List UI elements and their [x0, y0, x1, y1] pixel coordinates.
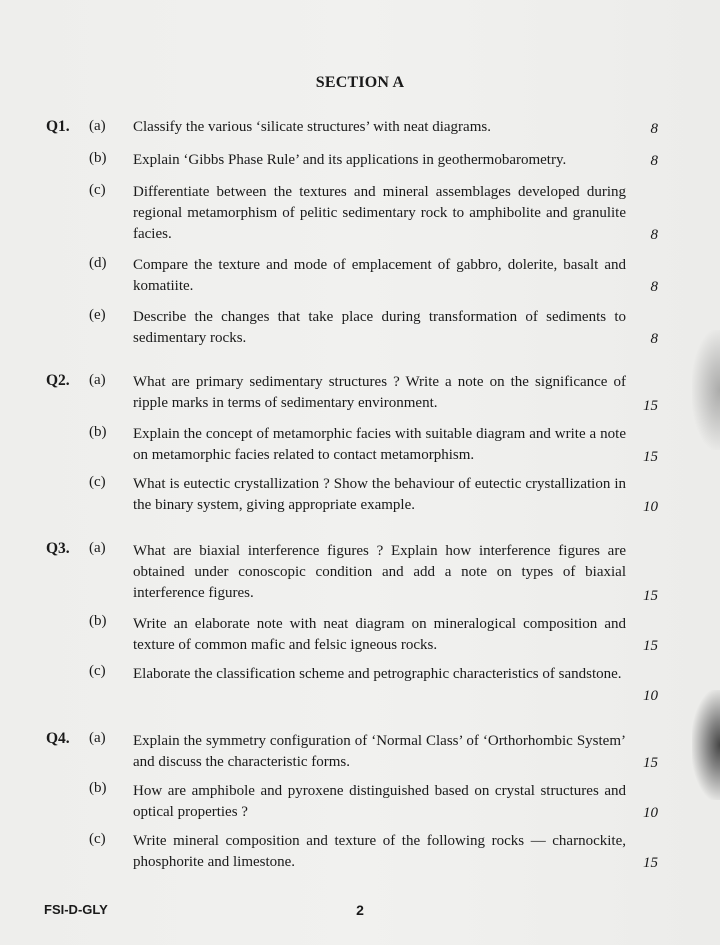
part-label: (a) [89, 118, 106, 134]
question-text: Explain ‘Gibbs Phase Rule’ and its applications in geothermobarometry. [133, 152, 567, 168]
part-label: (c) [89, 474, 106, 490]
part-label: (b) [89, 150, 107, 166]
question-text: Compare the texture and mode of emplacement of gabbro, dolerite, basalt and komatiite. [133, 257, 626, 294]
marks: 10 [643, 688, 658, 704]
marks: 15 [643, 638, 658, 654]
marks: 10 [643, 499, 658, 515]
part-label: (c) [89, 182, 106, 198]
marks: 10 [643, 805, 658, 821]
marks: 15 [643, 855, 658, 871]
question-number: Q3. [46, 540, 70, 557]
question-text: Write mineral composition and texture of the following rocks — charnockite, phosphorite and limestone. [133, 833, 626, 870]
question-text: Describe the changes that take place during transformation of sediments to sedimentary rocks. [133, 309, 626, 346]
part-label: (a) [89, 372, 106, 388]
part-label: (a) [89, 730, 106, 746]
question-text: Differentiate between the textures and mineral assemblages developed during regional metamorphism of pelitic sedimentary rock to amphibolite and granulite facies. [133, 184, 626, 242]
part-label: (b) [89, 424, 107, 440]
marks: 15 [643, 398, 658, 414]
question-text: What are biaxial interference figures ? Explain how interference figures are obtained under conoscopic condition and add a note on types of biaxial interference figures. [133, 543, 626, 601]
part-label: (b) [89, 780, 107, 796]
part-label: (e) [89, 307, 106, 323]
marks: 8 [650, 153, 658, 169]
question-text: Classify the various ‘silicate structures’ with neat diagrams. [133, 119, 491, 135]
scan-edge-shadow [692, 330, 720, 450]
marks: 15 [643, 588, 658, 604]
part-label: (d) [89, 255, 107, 271]
question-text: Explain the symmetry configuration of ‘Normal Class’ of ‘Orthorhombic System’ and discuss the characteristic forms. [133, 733, 626, 770]
question-number: Q2. [46, 372, 70, 389]
question-text: How are amphibole and pyroxene distinguished based on crystal structures and optical properties ? [133, 783, 626, 820]
page-number: 2 [356, 902, 364, 918]
marks: 8 [650, 121, 658, 137]
question-text: What are primary sedimentary structures ? Write a note on the significance of ripple marks in terms of sedimentary environment. [133, 374, 626, 411]
question-text: Explain the concept of metamorphic facies with suitable diagram and write a note on metamorphic facies related to contact metamorphism. [133, 426, 626, 463]
marks: 8 [650, 227, 658, 243]
question-number: Q1. [46, 118, 70, 135]
question-text: Elaborate the classification scheme and petrographic characteristics of sandstone. [133, 666, 622, 682]
part-label: (a) [89, 540, 106, 556]
paper-code: FSI-D-GLY [44, 902, 108, 917]
marks: 8 [650, 331, 658, 347]
question-text: Write an elaborate note with neat diagram on mineralogical composition and texture of common mafic and felsic igneous rocks. [133, 616, 626, 653]
marks: 8 [650, 279, 658, 295]
part-label: (b) [89, 613, 107, 629]
question-number: Q4. [46, 730, 70, 747]
section-title: SECTION A [315, 74, 405, 91]
marks: 15 [643, 449, 658, 465]
part-label: (c) [89, 831, 106, 847]
part-label: (c) [89, 663, 106, 679]
question-text: What is eutectic crystallization ? Show the behaviour of eutectic crystallization in the binary system, giving appropriate example. [133, 476, 626, 513]
marks: 15 [643, 755, 658, 771]
scan-edge-shadow [692, 690, 720, 800]
